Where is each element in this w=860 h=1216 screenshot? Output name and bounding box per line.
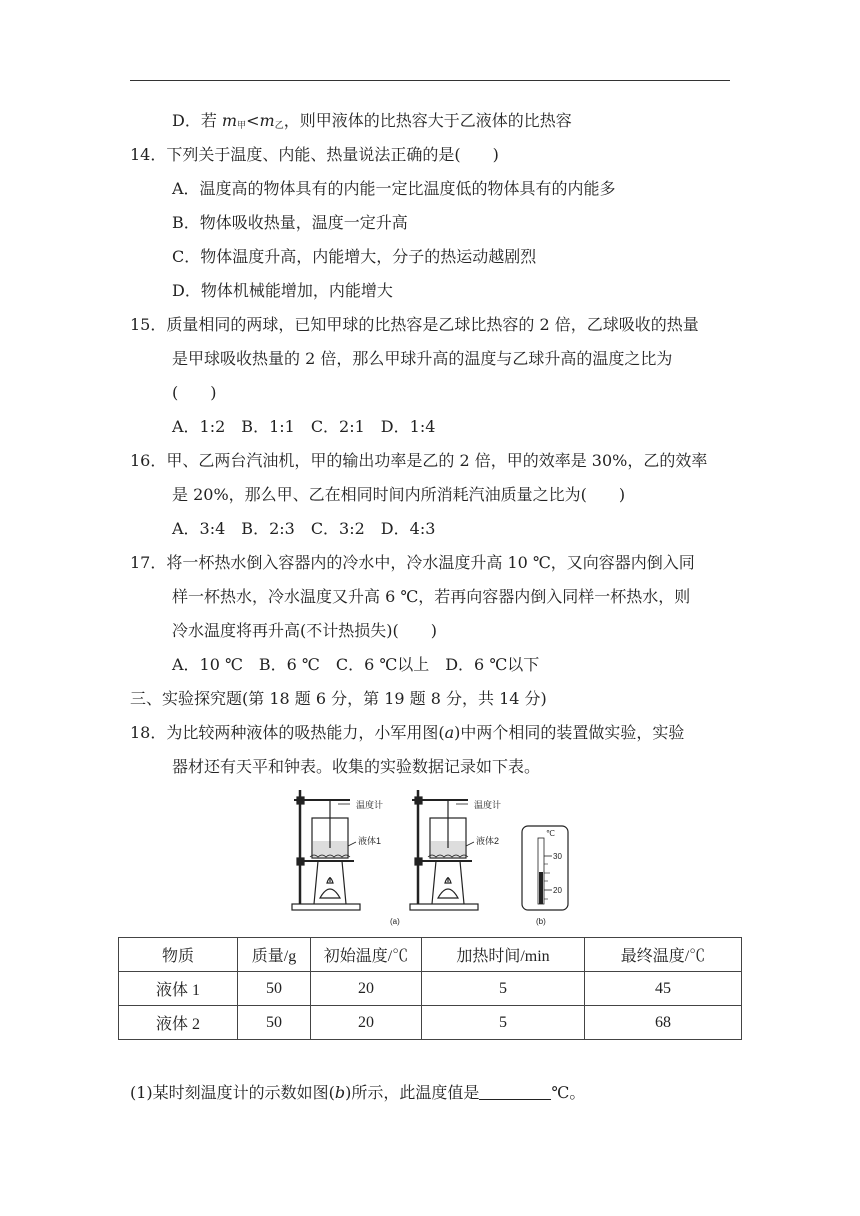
table-cell: 20 xyxy=(311,1006,422,1040)
answer-blank[interactable] xyxy=(479,1085,551,1100)
q15-stem-line2: 是甲球吸收热量的 2 倍，那么甲球升高的温度与乙球升高的温度之比为 xyxy=(172,349,673,368)
sub-question-1: (1)某时刻温度计的示数如图(b)所示，此温度值是 ℃。 xyxy=(130,1083,586,1102)
q16-stem-line2: 是 20%，那么甲、乙在相同时间内所消耗汽油质量之比为( ) xyxy=(172,485,626,504)
table-header: 加热时间/min xyxy=(422,938,585,972)
q16-options: A．3:4 B．2:3 C．3:2 D．4:3 xyxy=(172,519,436,538)
table-row xyxy=(119,972,742,1006)
data-table xyxy=(118,937,742,1040)
table-cell: 液体 1 xyxy=(119,972,238,1006)
table-header: 物质 xyxy=(119,938,238,972)
q14-option-b: B．物体吸收热量，温度一定升高 xyxy=(172,213,408,232)
liquid2-label: 液体2 xyxy=(476,836,500,846)
q17-options: A．10 ℃ B．6 ℃ C．6 ℃以上 D．6 ℃以下 xyxy=(172,655,540,674)
q14-option-d: D．物体机械能增加，内能增大 xyxy=(172,281,393,300)
q14-option-c: C．物体温度升高，内能增大，分子的热运动越剧烈 xyxy=(172,247,537,266)
table-header: 质量/g xyxy=(238,938,311,972)
scale-30: 30 xyxy=(553,852,562,861)
apparatus-a2 xyxy=(410,790,478,910)
thermometer-label-a1: 温度计 xyxy=(356,800,384,810)
caption-b: (b) xyxy=(536,917,546,926)
table-cell: 50 xyxy=(238,972,311,1006)
table-row xyxy=(119,1006,742,1040)
table-header: 初始温度/℃ xyxy=(311,938,422,972)
q16-stem-line1: 16．甲、乙两台汽油机，甲的输出功率是乙的 2 倍，甲的效率是 30%，乙的效率 xyxy=(130,451,708,470)
table-cell: 20 xyxy=(311,972,422,1006)
experiment-figure xyxy=(290,786,580,926)
q15-stem-line1: 15．质量相同的两球，已知甲球的比热容是乙球比热容的 2 倍，乙球吸收的热量 xyxy=(130,315,699,334)
q14-option-a: A．温度高的物体具有的内能一定比温度低的物体具有的内能多 xyxy=(172,179,616,198)
table-cell: 5 xyxy=(422,972,585,1006)
q15-stem-line3: ( ) xyxy=(172,383,217,402)
q13-option-d: D．若 $m_甲<m_乙$，则甲液体的比热容大于乙液体的比热容 xyxy=(172,111,572,131)
thermometer-label-a2: 温度计 xyxy=(474,800,502,810)
table-cell: 液体 2 xyxy=(119,1006,238,1040)
q17-stem-line1: 17．将一杯热水倒入容器内的冷水中，冷水温度升高 10 ℃，又向容器内倒入同 xyxy=(130,553,695,572)
table-header-row xyxy=(119,938,742,972)
table-cell: 50 xyxy=(238,1006,311,1040)
table-cell: 68 xyxy=(585,1006,742,1040)
header-rule xyxy=(130,80,730,81)
q14-stem: 14．下列关于温度、内能、热量说法正确的是( ) xyxy=(130,145,499,164)
q15-options: A．1:2 B．1:1 C．2:1 D．1:4 xyxy=(172,417,436,436)
table-header: 最终温度/℃ xyxy=(585,938,742,972)
table-cell: 5 xyxy=(422,1006,585,1040)
table-cell: 45 xyxy=(585,972,742,1006)
apparatus-a1 xyxy=(292,790,360,910)
q17-stem-line2: 样一杯热水，冷水温度又升高 6 ℃，若再向容器内倒入同样一杯热水，则 xyxy=(172,587,691,606)
liquid1-label: 液体1 xyxy=(358,836,382,846)
thermometer-unit: ℃ xyxy=(546,829,555,838)
thermometer-b xyxy=(522,826,568,910)
q18-stem-line2: 器材还有天平和钟表。收集的实验数据记录如下表。 xyxy=(172,757,541,776)
scale-20: 20 xyxy=(553,886,562,895)
caption-a: (a) xyxy=(390,917,400,926)
q17-stem-line3: 冷水温度将再升高(不计热损失)( ) xyxy=(172,621,437,640)
q18-stem-line1: 18．为比较两种液体的吸热能力，小军用图(a)中两个相同的装置做实验，实验 xyxy=(130,723,685,742)
section-3-heading: 三、实验探究题(第 18 题 6 分，第 19 题 8 分，共 14 分) xyxy=(130,689,547,708)
